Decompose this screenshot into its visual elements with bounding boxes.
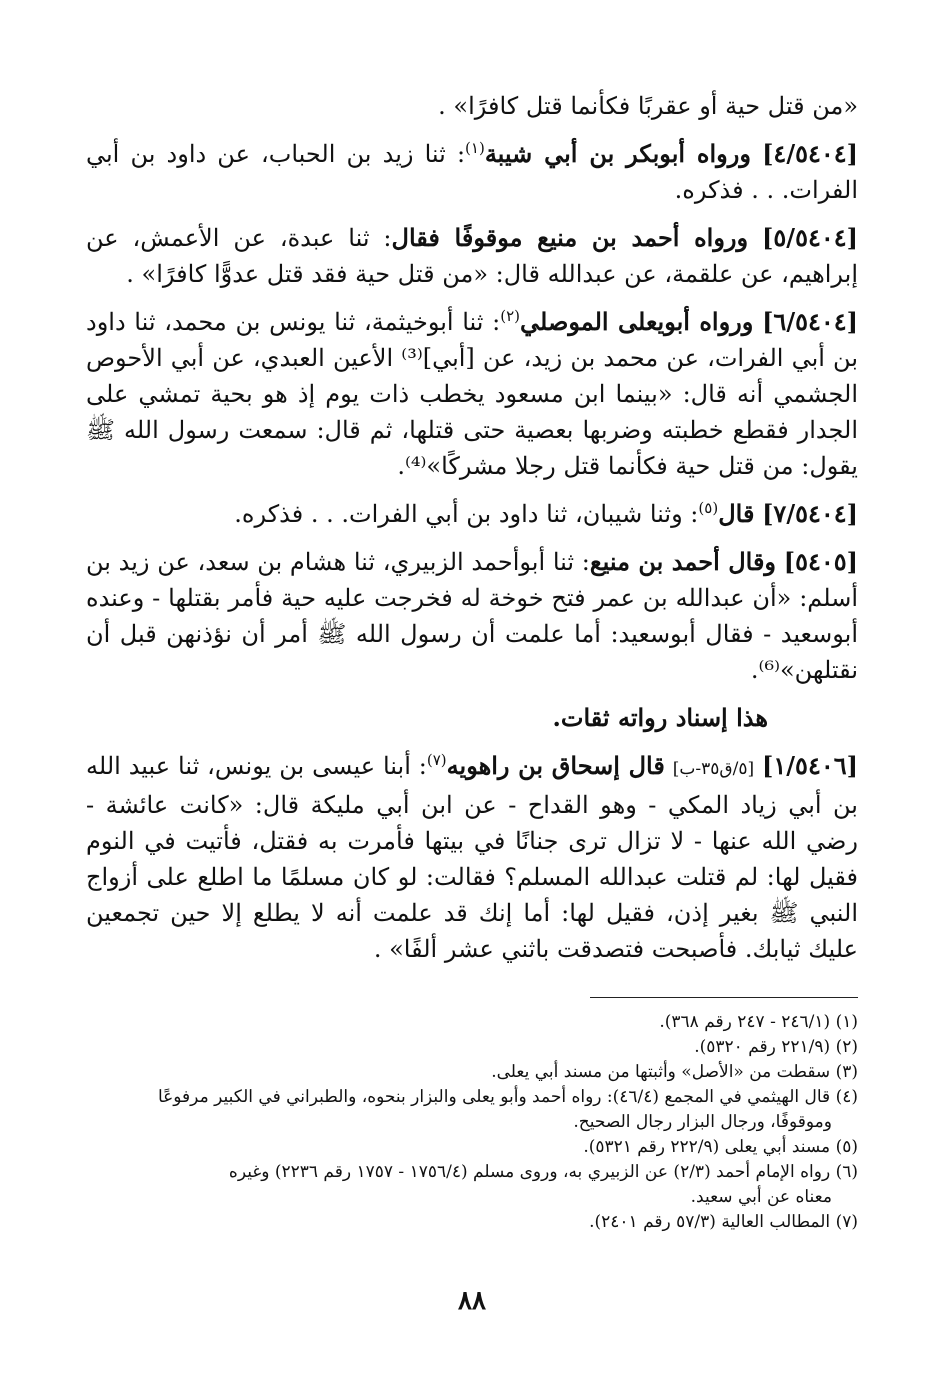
footnote-number: (٣) (835, 1062, 858, 1082)
footnote (86, 1135, 858, 1160)
footnote-continuation: معناه عن أبي سعيد. (690, 1187, 832, 1207)
footnote-text: سقطت من «الأصل» وأثبتها من مسند أبي يعلى. (491, 1062, 831, 1082)
hadith-ref: [٥/٥٤٠٤] (762, 223, 858, 252)
paragraph (86, 88, 858, 124)
footnote (86, 1060, 858, 1085)
paragraph-text: : ثنا عبدة، عن الأعمش، عن إبراهيم، عن علقمة، عن عبدالله قال: «من قتل حية فقد قتل عدوًّا كافرًا» . (86, 224, 858, 288)
paragraph-text: : وثنا شيبان، ثنا داود بن أبي الفرات. . . فذكره. (234, 500, 699, 528)
footnote (86, 1010, 858, 1035)
hadith-ref: [١/٥٤٠٦] (762, 751, 858, 780)
footnote-number: (٢) (835, 1037, 858, 1057)
footnote-text: مسند أبي يعلى (٢٢٢/٩ رقم ٥٣٢١). (583, 1137, 831, 1157)
footnote-text: رواه الإمام أحمد (٢/٣) عن الزبيري به، وروى مسلم (١٧٥٦/٤ - ١٧٥٧ رقم ٢٢٣٦) وغيره (228, 1162, 831, 1182)
footnote-number: (٦) (835, 1162, 858, 1182)
footnote-text: قال الهيثمي في المجمع (٤٦/٤): رواه أحمد وأبو يعلى والبزار بنحوه، والطبراني في الكبير مرفوعًا (157, 1087, 831, 1107)
narrator-title: ورواه أبويعلى الموصلي (520, 307, 754, 336)
narrator-title: ورواه أحمد بن منيع موقوفًا فقال (391, 223, 749, 252)
page-number: ٨٨ (458, 1286, 486, 1316)
manuscript-tag: [٥/ق٣٥-ب] (672, 759, 755, 779)
paragraph (86, 220, 858, 292)
paragraph-text: : ثنا أبوخيثمة، ثنا يونس بن محمد، ثنا داود بن أبي الفرات، عن محمد بن زيد، عن [أبي]⁽³⁾ الأعين العبدي، عن أبي الأحوص الجشمي أنه قال: «بينما ابن مسعود يخطب ذات يوم إذ هو بحية تمشي على الجدار فقطع خطبته وضربها بعصية حتى قتلها، ثم قال: سمعت رسول الله ﷺ يقول: من قتل حية فكأنما قتل رجلا مشركًا»⁽⁴⁾. (86, 308, 859, 480)
footnote (86, 1085, 858, 1135)
hadith-ref: [٧/٥٤٠٤] (762, 499, 858, 528)
footnote-continuation: وموقوفًا، ورجال البزار رجال الصحيح. (573, 1112, 832, 1132)
footnote-marker: (٢) (500, 307, 521, 325)
isnad-grading: هذا إسناد رواته ثقات. (552, 703, 768, 732)
footnote-text: المطالب العالية (٥٧/٣ رقم ٢٤٠١). (589, 1212, 831, 1232)
paragraph-text: : ثنا أبوأحمد الزبيري، ثنا هشام بن سعد، عن زيد بن أسلم: «أن عبدالله بن عمر فتح خوخة له فخرجت عليه حية فأمر بقتلها - وعنده أبوسعيد - فقال أبوسعيد: أما علمت أن رسول الله ﷺ أمر أن نؤذنهن قبل أن نقتلهن»⁽⁶⁾. (86, 548, 858, 684)
paragraph (86, 304, 858, 484)
footnote-number: (٧) (835, 1212, 858, 1232)
paragraph-text: : أبنا عيسى بن يونس، ثنا عبيد الله بن أبي زياد المكي - وهو القداح - عن ابن أبي مليكة قال: «كانت عائشة - رضي الله عنها - لا تزال ترى جنانًا في بيتها فأمرت به فقتل، فأتيت في النوم فقيل لها: لم قتلت عبدالله المسلم؟ فقالت: لو كان مسلمًا ما اطلع على أزواج النبي ﷺ بغير إذن، فقيل لها: أما إنك قد علمت أنه لا يطلع إلا حين تجمعين عليك ثيابك. فأصبحت فتصدقت باثني عشر ألفًا» . (86, 752, 858, 963)
paragraph (86, 748, 858, 967)
paragraph (86, 136, 858, 208)
paragraph-text: «من قتل حية أو عقربًا فكأنما قتل كافرًا» . (438, 92, 858, 120)
paragraph-text: : ثنا زيد بن الحباب، عن داود بن أبي الفرات. . . فذكره. (86, 140, 858, 204)
footnote-number: (١) (835, 1012, 858, 1032)
footnotes (86, 1010, 858, 1235)
footnote-number: (٥) (835, 1137, 858, 1157)
narrator-title: وقال أحمد بن منيع (589, 547, 777, 576)
paragraph (86, 544, 858, 688)
footnote (86, 1210, 858, 1235)
footnote-divider (590, 997, 858, 998)
hadith-ref: [٥٤٠٥] (783, 547, 859, 576)
footnote-text: (٢٤٦/١ - ٢٤٧ رقم ٣٦٨). (659, 1012, 831, 1032)
narrator-title: قال (718, 499, 755, 528)
narrator-title: ورواه أبوبكر بن أبي شيبة (484, 139, 751, 168)
hadith-ref: [٤/٥٤٠٤] (762, 139, 858, 168)
hadith-ref: [٦/٥٤٠٤] (762, 307, 858, 336)
narrator-title: قال إسحاق بن راهويه (446, 751, 665, 780)
footnote (86, 1160, 858, 1210)
main-text (86, 88, 858, 967)
footnote-marker: (٧) (426, 751, 447, 769)
footnote-text: (٢٢١/٩ رقم ٥٣٢٠). (694, 1037, 831, 1057)
footnote-number: (٤) (835, 1087, 858, 1107)
footnote-marker: (١) (465, 139, 485, 157)
footnote (86, 1035, 858, 1060)
footnote-marker: (٥) (698, 499, 719, 517)
paragraph (86, 496, 858, 532)
